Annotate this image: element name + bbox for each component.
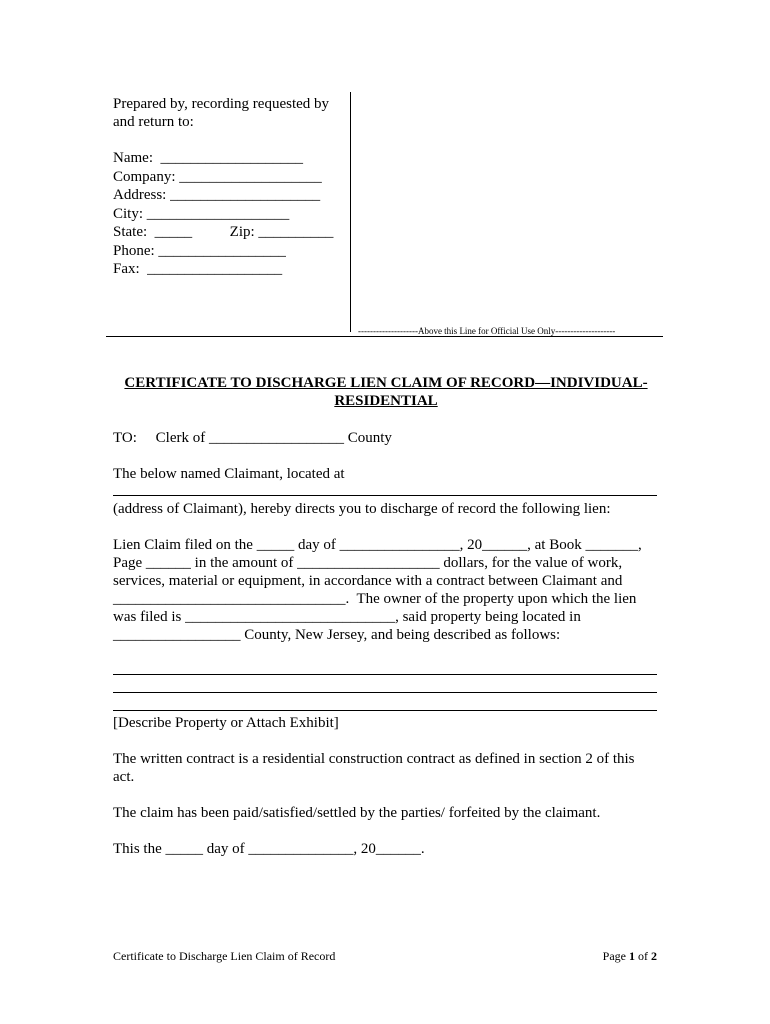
prepared-by-line2: and return to: [113,114,194,130]
address-field: Address: ____________________ [113,187,321,203]
lien-line-3: services, material or equipment, in accordance with a contract between Claimant and [113,573,623,589]
name-field: Name: ___________________ [113,150,303,166]
fax-field: Fax: __________________ [113,261,283,277]
page-current: 1 [629,949,635,963]
lien-line-4: _______________________________. The owner of the property upon which the lien [113,591,637,607]
company-field: Company: ___________________ [113,169,322,185]
page-total: 2 [651,949,657,963]
document-title [108,374,664,410]
property-line-2 [113,692,657,693]
claimant-address-line [113,495,657,496]
lien-line-2: Page ______ in the amount of ___________________ dollars, for the value of work, [113,555,623,571]
prepared-by-line1: Prepared by, recording requested by [113,96,330,112]
contract-line-2: act. [113,769,135,785]
page-prefix: Page [602,949,629,963]
contract-line-1: The written contract is a residential construction contract as defined in section 2 of this [113,751,635,767]
describe-property: [Describe Property or Attach Exhibit] [113,715,339,731]
official-use-note: --------------------Above this Line for Official Use Only-------------------- [358,326,616,336]
property-line-3 [113,710,657,711]
lien-line-6: _________________ County, New Jersey, and being described as follows: [113,627,561,643]
phone-field: Phone: _________________ [113,243,286,259]
footer-title: Certificate to Discharge Lien Claim of Record [113,949,336,963]
header-divider-vertical [350,92,351,332]
address-caption: (address of Claimant), hereby directs you to discharge of record the following lien: [113,501,611,517]
claim-paid-line: The claim has been paid/satisfied/settled by the parties/ forfeited by the claimant. [113,805,601,821]
city-field: City: ___________________ [113,206,290,222]
lien-line-5: was filed is ____________________________, said property being located in [113,609,581,625]
to-line: TO: Clerk of __________________ County [113,430,392,446]
claimant-line: The below named Claimant, located at [113,466,345,482]
page-of: of [635,949,651,963]
date-line: This the _____ day of ______________, 20______. [113,841,425,857]
property-line-1 [113,674,657,675]
lien-line-1: Lien Claim filed on the _____ day of ________________, 20______, at Book _______, [113,537,642,553]
footer-page-number [603,949,657,963]
title-line1: CERTIFICATE TO DISCHARGE LIEN CLAIM OF RECORD—INDIVIDUAL- [124,375,648,391]
state-zip-field: State: _____ Zip: __________ [113,224,334,240]
title-line2: RESIDENTIAL [334,393,438,409]
